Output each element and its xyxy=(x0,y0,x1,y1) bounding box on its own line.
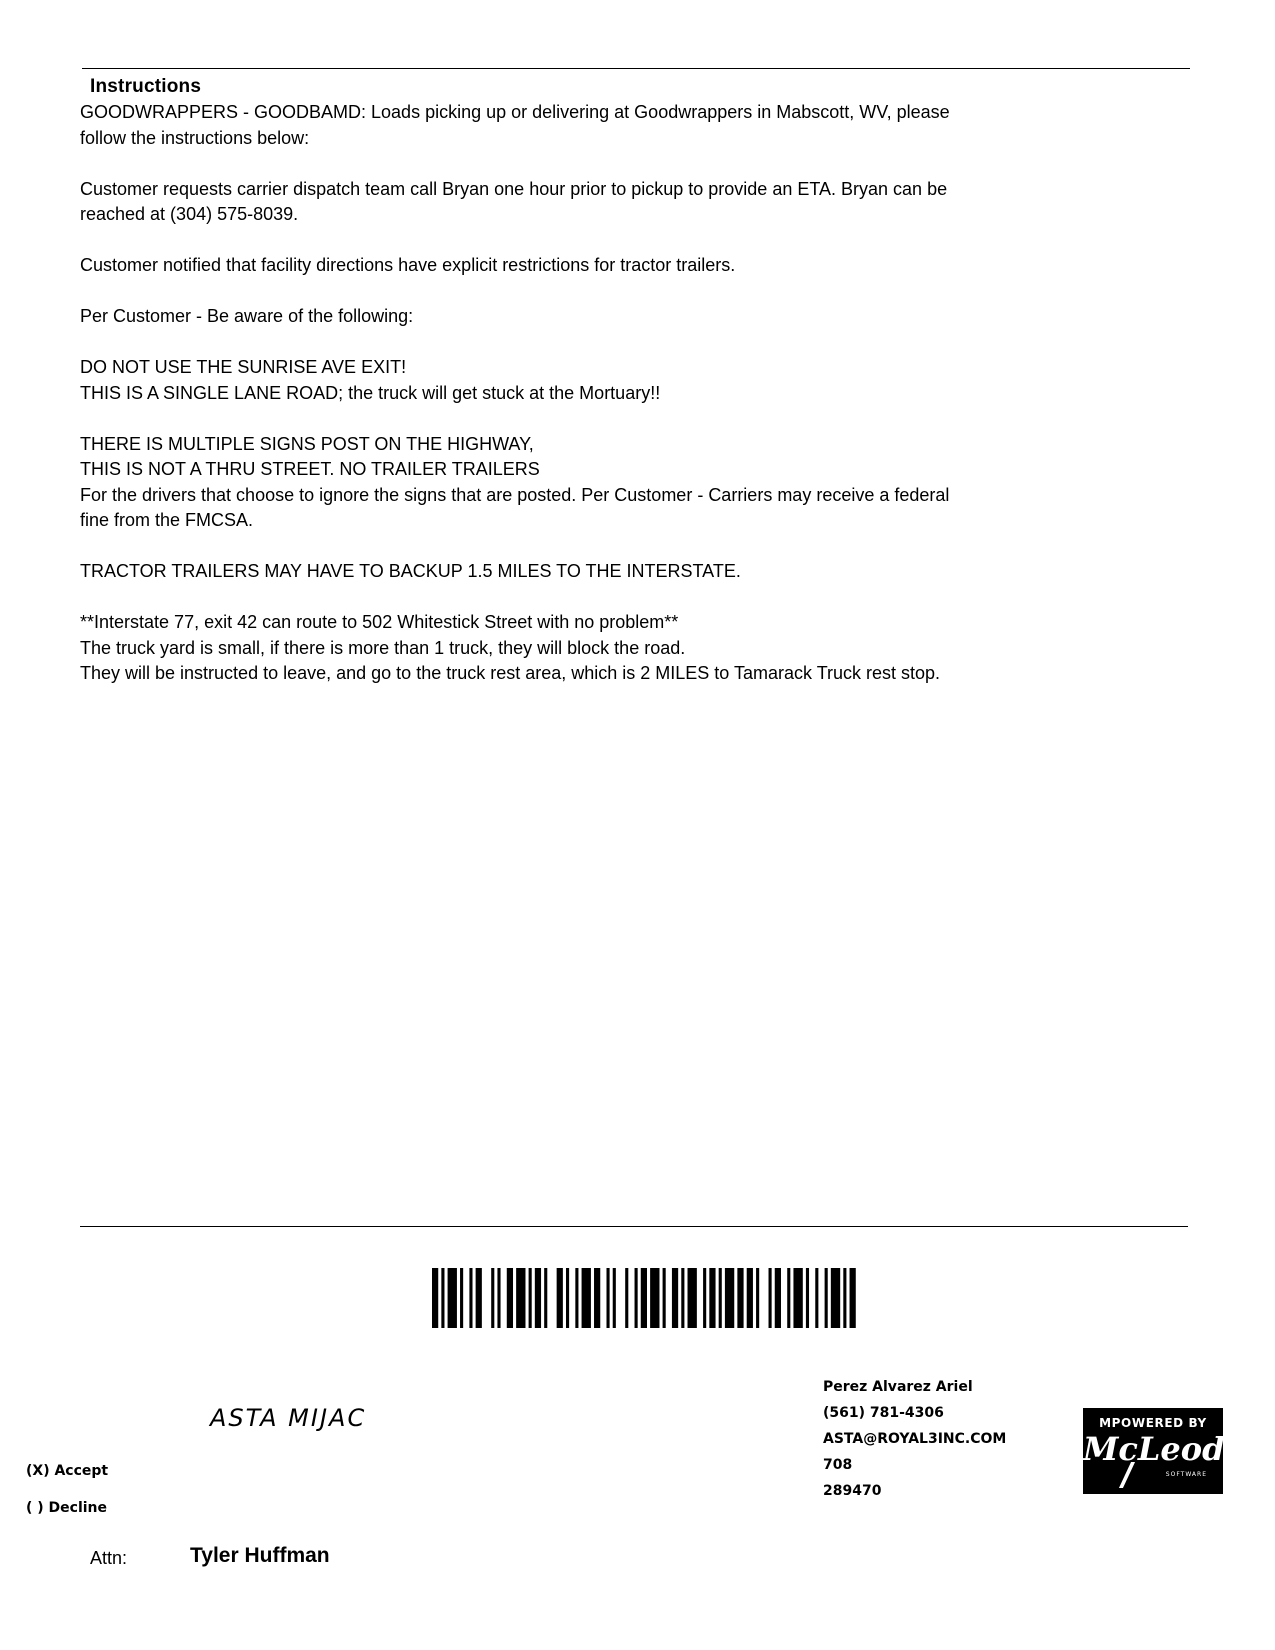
barcode-bar xyxy=(594,1268,600,1328)
barcode-bar xyxy=(747,1268,753,1328)
mcleod-logo xyxy=(1083,1408,1223,1494)
barcode-bar xyxy=(688,1268,697,1328)
barcode-bar xyxy=(641,1268,647,1328)
contact-line-4: 708 xyxy=(823,1457,853,1473)
contact-phone: (561) 781-4306 xyxy=(823,1405,944,1421)
barcode-bar xyxy=(476,1268,482,1328)
barcode-bar xyxy=(843,1268,846,1328)
instructions-heading: Instructions xyxy=(90,76,202,97)
powered-by-text: MPOWERED BY xyxy=(1099,1416,1207,1430)
contact-name: Perez Alvarez Ariel xyxy=(823,1379,973,1395)
barcode-bar xyxy=(756,1268,759,1328)
barcode-image xyxy=(432,1268,862,1328)
exit-warning: DO NOT USE THE SUNRISE AVE EXIT! xyxy=(80,357,407,377)
barcode-bar xyxy=(737,1268,743,1328)
barcode-bar xyxy=(719,1268,722,1328)
barcode-bar xyxy=(544,1268,547,1328)
barcode-bar xyxy=(448,1268,457,1328)
barcode-bar xyxy=(681,1268,684,1328)
barcode-bar xyxy=(806,1268,809,1328)
backup-paragraph xyxy=(80,559,1160,585)
route-line: **Interstate 77, exit 42 can route to 502 Whitestick Street with no problem** xyxy=(80,612,679,632)
brand-sub-text: SOFTWARE xyxy=(1165,1471,1207,1478)
instructions-body xyxy=(80,100,1160,712)
signs-line: fine from the FMCSA. xyxy=(80,510,254,530)
barcode-bar xyxy=(787,1268,790,1328)
intro-line: follow the instructions below: xyxy=(80,127,310,148)
barcode-bar xyxy=(663,1268,666,1328)
barcode-bar xyxy=(441,1268,444,1328)
barcode-bar xyxy=(703,1268,706,1328)
barcode-bar xyxy=(432,1268,438,1328)
rest-line: They will be instructed to leave, and go to the truck rest area, which is 2 MILES to Tamarack Truck rest stop. xyxy=(80,663,941,683)
restrictions-line: Customer notified that facility directions have explicit restrictions for tractor trailers. xyxy=(80,255,736,275)
barcode-bar xyxy=(582,1268,591,1328)
contact-line-5: 289470 xyxy=(823,1483,882,1499)
barcode-bar xyxy=(709,1268,715,1328)
barcode-bar xyxy=(497,1268,500,1328)
signs-line: For the drivers that choose to ignore the signs that are posted. Per Customer - Carriers may receive a federal xyxy=(80,484,950,505)
intro-paragraph xyxy=(80,100,1160,151)
top-divider xyxy=(82,68,1190,69)
barcode-bar xyxy=(815,1268,818,1328)
contact-email: ASTA@ROYAL3INC.COM xyxy=(823,1431,1007,1447)
barcode-bar xyxy=(825,1268,828,1328)
attn-name: Tyler Huffman xyxy=(190,1544,330,1567)
aware-paragraph xyxy=(80,304,1160,330)
barcode-bar xyxy=(775,1268,781,1328)
warning-paragraph xyxy=(80,355,1160,406)
barcode-bar xyxy=(566,1268,569,1328)
restrictions-paragraph xyxy=(80,253,1160,279)
barcode-bar xyxy=(516,1268,525,1328)
backup-line: TRACTOR TRAILERS MAY HAVE TO BACKUP 1.5 MILES TO THE INTERSTATE. xyxy=(80,561,741,581)
barcode-bar xyxy=(831,1268,840,1328)
lane-warning: THIS IS A SINGLE LANE ROAD; the truck will get stuck at the Mortuary!! xyxy=(80,382,661,403)
signs-line: THIS IS NOT A THRU STREET. NO TRAILER TRAILERS xyxy=(80,459,540,479)
barcode-bar xyxy=(535,1268,541,1328)
barcode-bar xyxy=(469,1268,472,1328)
barcode-bar xyxy=(491,1268,494,1328)
brand-text: McLeod xyxy=(1083,1430,1225,1468)
barcode-bar xyxy=(507,1268,513,1328)
call-paragraph xyxy=(80,177,1160,228)
barcode-bar xyxy=(725,1268,734,1328)
aware-line: Per Customer - Be aware of the following: xyxy=(80,306,414,326)
barcode-bar xyxy=(850,1268,856,1328)
signs-paragraph xyxy=(80,432,1160,534)
accept-option: (X) Accept xyxy=(26,1463,109,1479)
call-line: Customer requests carrier dispatch team call Bryan one hour prior to pickup to provide an ETA. Bryan can be xyxy=(80,178,948,199)
call-line: reached at (304) 575-8039. xyxy=(80,204,299,224)
barcode-bar xyxy=(769,1268,772,1328)
contact-block xyxy=(823,1374,1006,1504)
barcode-bar xyxy=(529,1268,532,1328)
barcode-bar xyxy=(460,1268,463,1328)
barcode-bar xyxy=(650,1268,659,1328)
barcode-bar xyxy=(672,1268,678,1328)
signs-line: THERE IS MULTIPLE SIGNS POST ON THE HIGHWAY, xyxy=(80,433,534,454)
barcode-bar xyxy=(613,1268,616,1328)
barcode-bar xyxy=(793,1268,802,1328)
barcode-bar xyxy=(625,1268,628,1328)
attn-label: Attn: xyxy=(90,1548,128,1568)
barcode-bar xyxy=(635,1268,638,1328)
signature: ASTA MIJAC xyxy=(210,1404,367,1432)
route-paragraph xyxy=(80,610,1160,687)
bottom-divider xyxy=(80,1226,1188,1227)
yard-line: The truck yard is small, if there is more than 1 truck, they will block the road. xyxy=(80,637,686,658)
barcode-bar xyxy=(557,1268,563,1328)
barcode-bar xyxy=(575,1268,578,1328)
barcode-bar xyxy=(606,1268,609,1328)
decline-option: ( ) Decline xyxy=(26,1500,108,1516)
intro-line: GOODWRAPPERS - GOODBAMD: Loads picking up or delivering at Goodwrappers in Mabscott, WV, please xyxy=(80,102,950,122)
